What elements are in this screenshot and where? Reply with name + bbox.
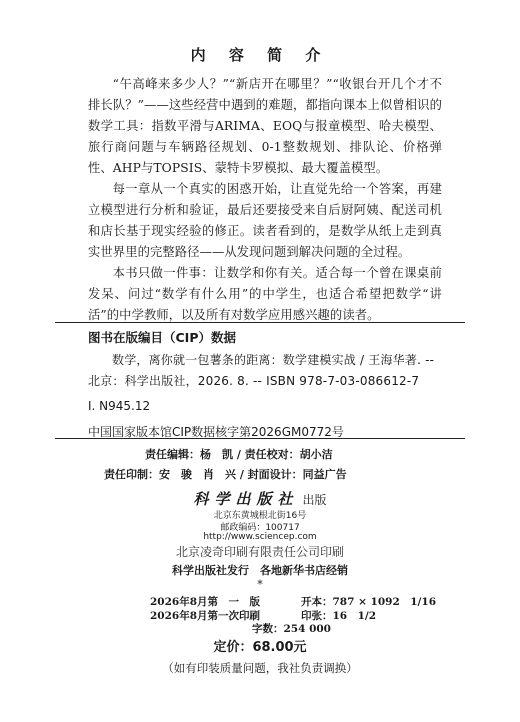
price: 定价：68.00元 (213, 640, 307, 655)
separator-star: * (257, 578, 263, 591)
cip-record-number: 中国国家版本馆CIP数据核字第2026GM0772号 (88, 425, 344, 439)
cip-entry: 数学，离你就一包薯条的距离：数学建模实战 / 王海华著. -- 北京：科学出版社，2026. 8. -- ISBN 978-7-03-086612-7 (88, 353, 435, 388)
publisher-logo: 科学出版社 (193, 490, 299, 508)
printer: 北京凌奇印刷有限责任公司印刷 (175, 545, 344, 559)
intro-paragraph-1: “午高峰来多少人？”“新店开在哪里？”“收银台开几个才不排长队？”——这些经营中遇到的难题，都指向课本上似曾相识的数学工具：指数平滑与ARIMA、EOQ与报童模型、哈夫模型、旅行商问题与车辆路径规划、0-1整数规划、排队论、价格弹性、AHP与TOPSIS、蒙特卡罗模拟、最大覆盖模型。 (88, 77, 442, 175)
credits-production: 责任印制：安 骏 肖 兴 / 封面设计：同益广告 (104, 468, 347, 481)
spec-edition: 2026年8月第 一 版 (150, 596, 261, 608)
cip-title: 图书在版编目（CIP）数据 (88, 330, 236, 345)
intro-paragraph-2: 每一章从一个真实的困惑开始，让直觉先给一个答案，再建立模型进行分析和验证，最后还要接受来自后厨阿姨、配送司机和店长基于现实经验的修正。读者看到的，是数学从纸上走到真实世界里的完整路径——从发现问题到解决问题的全过程。 (88, 182, 442, 259)
publisher-website: http://www.sciencep.com (203, 532, 317, 542)
publisher-line (0, 488, 520, 509)
spec-printing: 2026年8月第一次印刷 (150, 610, 261, 622)
spec-format: 开本：787 × 1092 1/16 (301, 596, 437, 608)
cip-bottom-rule (55, 438, 465, 439)
cip-block (88, 328, 438, 442)
publisher-address: 北京东黄城根北街16号 (213, 511, 307, 521)
intro-text (88, 74, 442, 326)
distribution: 科学出版社发行 各地新华书店经销 (172, 564, 348, 577)
publisher-postcode: 邮政编码：100717 (220, 523, 300, 533)
spec-words: 字数：254 000 (252, 623, 331, 635)
page-title: 内 容 简 介 (190, 46, 330, 64)
quality-notice: （如有印装质量问题，我社负责调换） (162, 661, 358, 675)
cip-top-rule (55, 322, 465, 323)
intro-paragraph-3: 本书只做一件事：让数学和你有关。适合每一个曾在课桌前发呆、问过“数学有什么用”的中学生，也适合希望把数学“讲活”的中学教师，以及所有对数学应用感兴趣的读者。 (88, 266, 442, 322)
publisher-suffix: 出版 (302, 493, 327, 507)
spec-sheets: 印张：16 1/2 (301, 610, 377, 622)
credits-editors: 责任编辑：杨 凯 / 责任校对：胡小洁 (145, 448, 333, 461)
cip-classification: Ⅰ. N945.12 (88, 399, 151, 413)
